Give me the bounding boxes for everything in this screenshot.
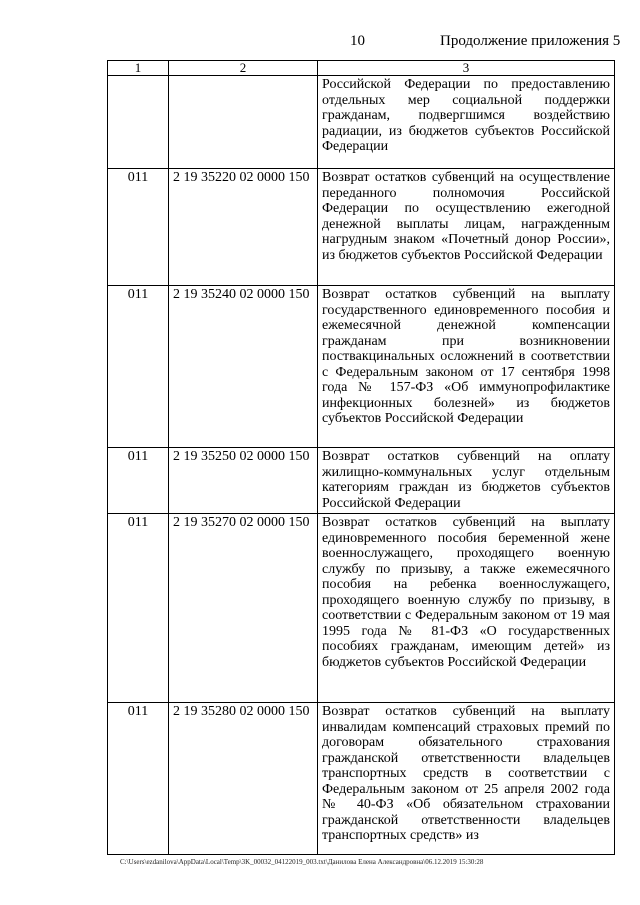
description-cell: Возврат остатков субвенций на осуществление переданного полномочия Российской Федерации по осуществлению ежегодной денежной выплаты лицам, награжденным нагрудным знаком «Почетный донор России», из бюджетов субъектов Российской Федерации: [318, 169, 615, 286]
footer-file-path: C:\Users\ezdanilova\AppData\Local\Temp\3K_00032_04122019_003.txt\Данилова Елена Александровна\06.12.2019 15:30:28: [120, 858, 484, 866]
table-row: [108, 286, 615, 448]
admin-code-cell: 011: [108, 286, 169, 448]
page-number: 10: [350, 33, 365, 49]
kbk-code-cell: 2 19 35220 02 0000 150: [169, 169, 318, 286]
table-row: [108, 703, 615, 855]
kbk-code-cell: 2 19 35270 02 0000 150: [169, 514, 318, 703]
description-cell: Возврат остатков субвенций на оплату жилищно-коммунальных услуг отдельным категориям граждан из бюджетов субъектов Российской Федерации: [318, 448, 615, 514]
table-row: [108, 448, 615, 514]
kbk-code-cell: [169, 76, 318, 169]
kbk-code-cell: 2 19 35280 02 0000 150: [169, 703, 318, 855]
appendix-table: [107, 60, 615, 855]
description-cell: Возврат остатков субвенций на выплату государственного единовременного пособия и ежемесячной денежной компенсации гражданам при возникновении поствакцинальных осложнений в соответствии с Федеральным законом от 17 сентября 1998 года № 157-ФЗ «Об иммунопрофилактике инфекционных болезней» из бюджетов субъектов Российской Федерации: [318, 286, 615, 448]
column-header: 1: [108, 61, 169, 76]
table-row: [108, 76, 615, 169]
table-row: [108, 169, 615, 286]
description-cell: Возврат остатков субвенций на выплату инвалидам компенсаций страховых премий по договорам обязательного страхования гражданской ответственности владельцев транспортных средств в соответствии с Федеральным законом от 25 апреля 2002 года № 40-ФЗ «Об обязательном страховании гражданской ответственности владельцев транспортных средств» из: [318, 703, 615, 855]
column-header: 2: [169, 61, 318, 76]
admin-code-cell: 011: [108, 448, 169, 514]
column-header: 3: [318, 61, 615, 76]
table-row: [108, 514, 615, 703]
admin-code-cell: [108, 76, 169, 169]
kbk-code-cell: 2 19 35250 02 0000 150: [169, 448, 318, 514]
continuation-title: Продолжение приложения 5: [440, 33, 621, 49]
description-cell: Российской Федерации по предоставлению отдельных мер социальной поддержки гражданам, подвергшимся воздействию радиации, из бюджетов субъектов Российской Федерации: [318, 76, 615, 169]
table-header-row: [108, 61, 615, 76]
admin-code-cell: 011: [108, 703, 169, 855]
admin-code-cell: 011: [108, 514, 169, 703]
description-cell: Возврат остатков субвенций на выплату единовременного пособия беременной жене военнослужащего, проходящего военную службу по призыву, а также ежемесячного пособия на ребенка военнослужащего, проходящего военную службу по призыву, в соответствии с Федеральным законом от 19 мая 1995 года № 81-ФЗ «О государственных пособиях гражданам, имеющим детей» из бюджетов субъектов Российской Федерации: [318, 514, 615, 703]
admin-code-cell: 011: [108, 169, 169, 286]
kbk-code-cell: 2 19 35240 02 0000 150: [169, 286, 318, 448]
